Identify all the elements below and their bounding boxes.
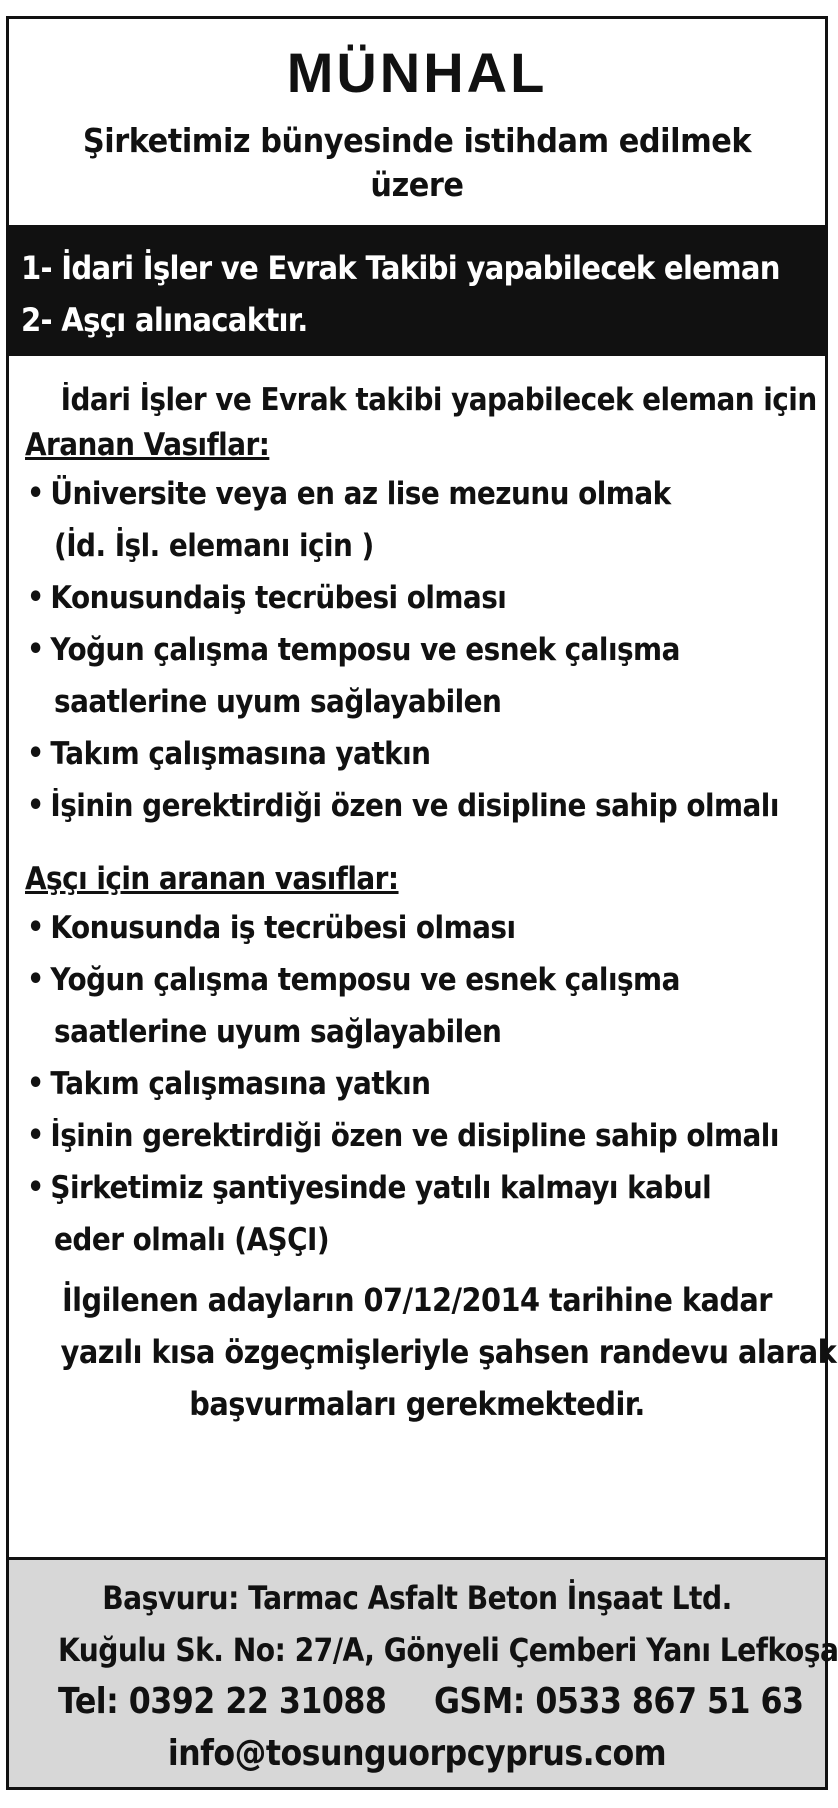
admin-intro: İdari İşler ve Evrak takibi yapabilecek eleman için: [60, 382, 817, 418]
requirement-text: Takım çalışmasına yatkın: [50, 736, 431, 772]
requirement-text: Şirketimiz şantiyesinde yatılı kalmayı kabul: [50, 1170, 712, 1206]
bullet-icon: •: [27, 788, 44, 823]
contact-email: info@tosunguorpcyprus.com: [167, 1733, 667, 1774]
requirement-text: İşinin gerektirdiği özen ve disipline sahip olmalı: [50, 1118, 779, 1154]
requirement-continuation: eder olmalı (AŞÇI): [54, 1222, 330, 1258]
bullet-icon: •: [27, 1118, 44, 1153]
applicant-company: Başvuru: Tarmac Asfalt Beton İnşaat Ltd.: [102, 1579, 732, 1617]
list-item: [27, 468, 734, 572]
cook-requirements-list: [21, 902, 813, 1266]
position-line: 1- İdari İşler ve Evrak Takibi yapabilecek eleman: [21, 249, 780, 287]
list-item: [27, 1058, 734, 1110]
list-item: [27, 954, 734, 1058]
closing-paragraph: [21, 1274, 837, 1430]
list-item: [27, 624, 734, 728]
bullet-icon: •: [27, 910, 44, 945]
company-address: Kuğulu Sk. No: 27/A, Gönyeli Çemberi Yanı Lefkoşa: [57, 1631, 838, 1669]
list-item: [27, 1162, 734, 1266]
requirement-continuation: (İd. İşl. elemanı için ): [54, 528, 374, 564]
bullet-icon: •: [27, 962, 44, 997]
requirements-content: [9, 378, 837, 1430]
contact-footer: [9, 1557, 838, 1787]
ad-title: MÜNHAL: [286, 41, 548, 104]
admin-requirements-list: [21, 468, 813, 832]
section-gap: [21, 832, 813, 856]
admin-requirements-heading: Aranan Vasıflar:: [25, 427, 270, 463]
closing-line: İlgilenen adayların 07/12/2014 tarihine kadar: [62, 1281, 772, 1319]
list-item: [27, 902, 734, 954]
bullet-icon: •: [27, 476, 44, 511]
requirement-text: Takım çalışmasına yatkın: [50, 1066, 431, 1102]
closing-line: başvurmaları gerekmektedir.: [189, 1385, 645, 1423]
positions-band: [9, 225, 825, 356]
telephone: Tel: 0392 22 31088: [57, 1681, 387, 1722]
bullet-icon: •: [27, 1066, 44, 1101]
list-item: [27, 728, 734, 780]
bullet-icon: •: [27, 580, 44, 615]
requirement-text: Konusunda iş tecrübesi olması: [50, 910, 516, 946]
phone-numbers: [57, 1676, 804, 1728]
requirement-text: Üniversite veya en az lise mezunu olmak: [50, 476, 671, 512]
cook-requirements-heading: Aşçı için aranan vasıflar:: [25, 861, 399, 897]
bullet-icon: •: [27, 736, 44, 771]
requirement-text: Yoğun çalışma temposu ve esnek çalışma: [50, 962, 680, 998]
bullet-icon: •: [27, 1170, 44, 1205]
requirement-continuation: saatlerine uyum sağlayabilen: [54, 684, 502, 720]
closing-line: yazılı kısa özgeçmişleriyle şahsen randevu alarak: [60, 1333, 837, 1371]
list-item: [27, 780, 779, 832]
job-advertisement: [6, 16, 838, 1790]
requirement-text: İşinin gerektirdiği özen ve disipline sahip olmalı: [50, 788, 779, 824]
bullet-icon: •: [27, 632, 44, 667]
requirement-continuation: saatlerine uyum sağlayabilen: [54, 1014, 502, 1050]
position-line: 2- Aşçı alınacaktır.: [21, 301, 308, 339]
mobile-phone: GSM: 0533 867 51 63: [433, 1681, 804, 1722]
list-item: [27, 572, 734, 624]
ad-subtitle: Şirketimiz bünyesinde istihdam edilmek üzere: [82, 121, 752, 204]
list-item: [27, 1110, 779, 1162]
requirement-text: Konusundaiş tecrübesi olması: [50, 580, 507, 616]
requirement-text: Yoğun çalışma temposu ve esnek çalışma: [50, 632, 680, 668]
